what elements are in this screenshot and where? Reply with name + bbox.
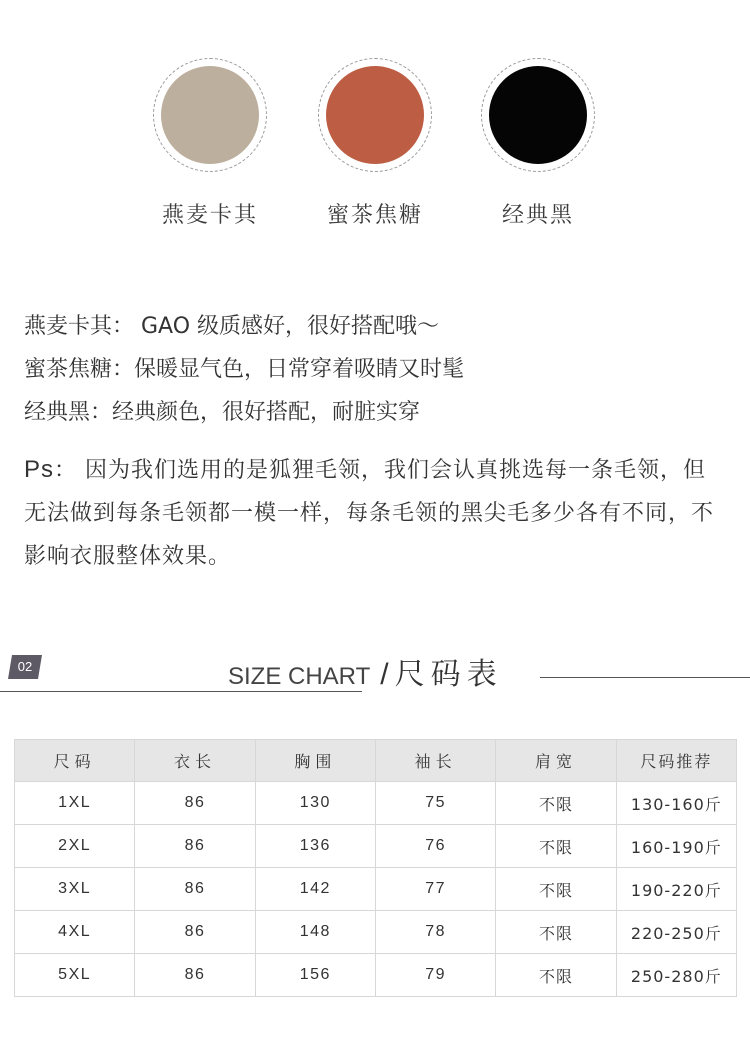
column-header: 袖长	[375, 740, 495, 782]
color-dot	[161, 66, 259, 164]
table-cell: 不限	[496, 954, 616, 997]
table-cell: 79	[375, 954, 495, 997]
table-cell: 86	[135, 954, 255, 997]
section-title-en: SIZE CHART	[228, 663, 371, 690]
table-cell: 220-250斤	[616, 911, 736, 954]
title-slash: /	[380, 658, 389, 691]
description-line: 蜜茶焦糖：保暖显气色，日常穿着吸睛又时髦	[24, 357, 465, 382]
table-cell: 不限	[496, 868, 616, 911]
swatch-ring	[318, 58, 432, 172]
table-row	[15, 911, 737, 954]
description-line: 经典黑：经典颜色，很好搭配，耐脏实穿	[24, 400, 421, 425]
table-cell: 77	[375, 868, 495, 911]
table-row	[15, 954, 737, 997]
column-header: 尺码推荐	[616, 740, 736, 782]
column-header: 衣长	[135, 740, 255, 782]
note-prefix: Ps	[24, 456, 55, 483]
table-cell: 142	[255, 868, 375, 911]
swatch-ring	[153, 58, 267, 172]
table-row	[15, 868, 737, 911]
table-cell: 130-160斤	[616, 782, 736, 825]
table-cell: 250-280斤	[616, 954, 736, 997]
description-line: 燕麦卡其： GAO 级质感好，很好搭配哦～	[24, 314, 440, 339]
fur-collar-note	[24, 448, 724, 578]
table-cell: 136	[255, 825, 375, 868]
table-cell: 5XL	[15, 954, 135, 997]
section-number: 02	[17, 659, 33, 674]
section-title-cn: 尺码表	[394, 657, 503, 692]
table-cell: 不限	[496, 782, 616, 825]
column-header: 肩宽	[496, 740, 616, 782]
table-cell: 1XL	[15, 782, 135, 825]
table-cell: 不限	[496, 911, 616, 954]
swatch-ring	[481, 58, 595, 172]
table-cell: 190-220斤	[616, 868, 736, 911]
color-dot	[326, 66, 424, 164]
table-cell: 不限	[496, 825, 616, 868]
color-dot	[489, 66, 587, 164]
color-swatches	[0, 58, 750, 238]
table-cell: 160-190斤	[616, 825, 736, 868]
table-header-row	[15, 740, 737, 782]
table-cell: 86	[135, 825, 255, 868]
section-number-badge	[8, 655, 42, 679]
table-cell: 86	[135, 911, 255, 954]
table-cell: 78	[375, 911, 495, 954]
column-header: 胸围	[255, 740, 375, 782]
color-descriptions	[24, 305, 724, 434]
table-cell: 130	[255, 782, 375, 825]
swatch-caramel[interactable]	[305, 58, 445, 229]
section-title	[228, 655, 503, 695]
swatch-name: 燕麦卡其	[161, 203, 258, 228]
table-row	[15, 782, 737, 825]
size-table	[14, 739, 737, 997]
swatch-classic-black[interactable]	[468, 58, 608, 229]
table-row	[15, 825, 737, 868]
table-cell: 148	[255, 911, 375, 954]
column-header: 尺码	[15, 740, 135, 782]
divider-line	[540, 677, 750, 678]
table-cell: 156	[255, 954, 375, 997]
table-cell: 75	[375, 782, 495, 825]
table-cell: 86	[135, 868, 255, 911]
table-cell: 86	[135, 782, 255, 825]
table-cell: 4XL	[15, 911, 135, 954]
table-cell: 76	[375, 825, 495, 868]
note-text: ： 因为我们选用的是狐狸毛领，我们会认真挑选每一条毛领，但无法做到每条毛领都一模一样，每条毛领的黑尖毛多少各有不同，不影响衣服整体效果。	[24, 458, 715, 569]
table-cell: 2XL	[15, 825, 135, 868]
table-cell: 3XL	[15, 868, 135, 911]
swatch-oat-khaki[interactable]	[140, 58, 280, 229]
swatch-name: 蜜茶焦糖	[326, 203, 423, 228]
swatch-name: 经典黑	[501, 203, 574, 228]
